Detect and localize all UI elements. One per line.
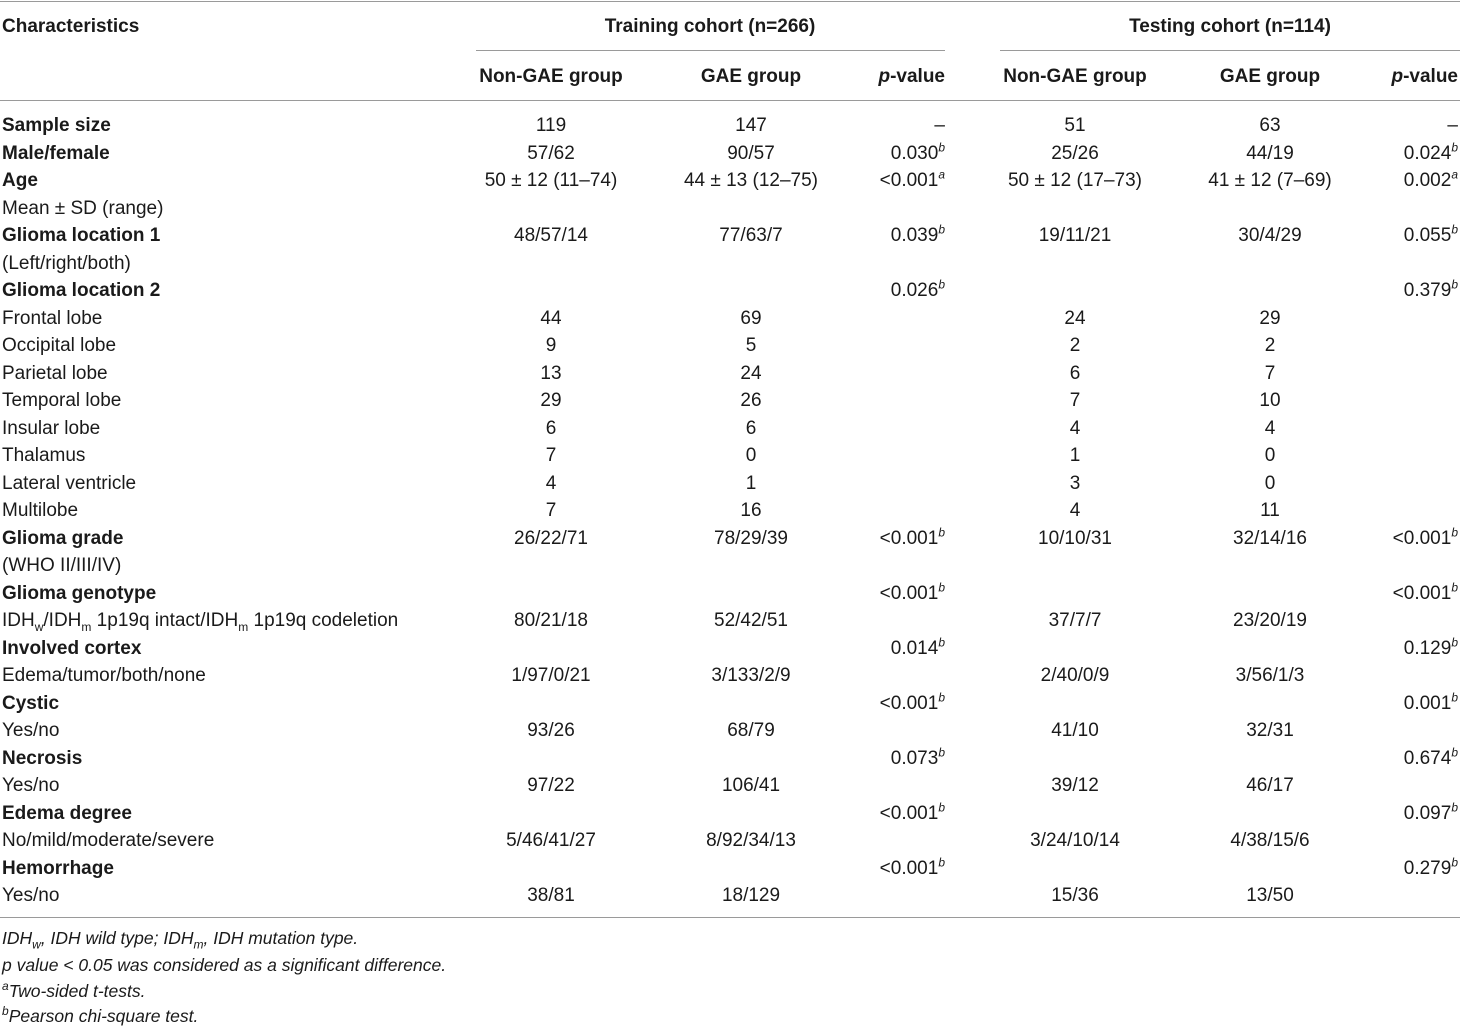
testing-nongae-cell [1070,418,1081,440]
testing-gae-cell [1259,115,1280,137]
testing-pvalue-cell [1403,277,1458,302]
cell-value: 38/81 [527,885,575,906]
testing-nongae-cell [1039,225,1112,247]
testing-gae-cell [1238,225,1301,247]
cell-value: 119 [535,115,567,136]
training-gae-cell [684,170,818,192]
testing-nongae-cell [1070,335,1081,357]
testing-pvalue-cell [1447,115,1458,137]
cell-value: 106/41 [721,775,781,796]
footnote-marker: b [1451,140,1458,155]
top-rule [0,1,1460,2]
training-nongae-cell [546,335,557,357]
testing-pvalue-cell [1403,800,1458,825]
cell-value: 13/50 [1246,885,1294,906]
cell-value: 1/97/0/21 [511,665,591,686]
training-gae-cell [719,225,782,247]
cell-value: 4 [1069,500,1081,521]
testing-gae-cell [1260,500,1280,522]
training-nongae-cell [485,170,618,192]
testing-pvalue-cell [1392,580,1458,605]
cell-value: 46/17 [1246,775,1294,796]
testing-nongae-cell [1070,445,1081,467]
testing-gae-cell [1208,170,1331,192]
cell-value: 44/19 [1246,142,1294,164]
row-label: Temporal lobe [2,390,122,411]
footnote-marker: b [1451,277,1458,292]
training-gae-cell [746,335,757,357]
testing-gae-cell [1233,610,1307,632]
testing-pvalue-cell [1403,222,1458,247]
row-label: Involved cortex [2,637,142,659]
cell-value: 0.024 [1403,142,1452,164]
cell-value: <0.001 [879,527,939,549]
testing-gae-cell [1246,720,1294,742]
training-pvalue-cell [890,635,945,660]
testing-gae-cell [1265,445,1276,467]
cell-value: 18/129 [721,885,781,906]
footnote-pvalue: p value < 0.05 was considered as a significant difference. [2,955,447,975]
testing-nongae-cell [1038,528,1112,550]
cell-value: 78/29/39 [714,527,788,549]
cell-value: – [1447,115,1458,136]
row-label: Cystic [2,692,60,714]
footnote-marker: b [1451,690,1458,705]
row-label: (Left/right/both) [2,252,131,274]
testing-gae-cell [1265,335,1276,357]
footnote-a: $^a$Two-sided t-tests. [2,979,146,1001]
testing-gae-cell [1265,363,1276,385]
cell-value: <0.001 [879,802,939,824]
cell-value: 26 [740,390,762,411]
footnote-marker: a [1451,167,1458,182]
row-label: Hemorrhage [2,857,114,879]
footnote-b: $^b$Pearson chi-square test. [2,1004,199,1026]
footnote-marker: b [1451,745,1458,760]
cell-value: 7 [545,500,557,521]
training-pvalue-cell [879,580,945,605]
training-pvalue-header: p-value [878,66,945,87]
row-label: Male/female [2,142,110,164]
cell-value: 41/10 [1051,720,1099,741]
testing-pvalue-header: p-value [1391,66,1458,87]
cell-value: 0 [745,445,757,466]
training-nongae-header: Non-GAE group [479,66,623,87]
row-label: (WHO II/III/IV) [2,555,122,576]
cell-value: 0.674 [1403,747,1452,769]
cell-value: 80/21/18 [514,610,588,631]
testing-nongae-cell [1070,363,1081,385]
cell-value: 0.014 [890,637,939,659]
training-nongae-cell [511,665,590,687]
footnote-marker: b [938,745,945,760]
testing-gae-header: GAE group [1219,66,1321,87]
row-label: $IDH_w/IDH_m$ 1p19q intact/$IDH_m$ 1p19q codeletion [2,610,399,634]
testing-pvalue-cell [1403,855,1458,880]
cell-value: – [934,115,945,136]
cell-value: 41 ± 12 (7–69) [1208,170,1332,191]
cell-value: 4 [545,472,557,494]
training-gae-header: GAE group [700,66,802,87]
cell-value: 2 [1069,335,1081,356]
training-cohort-header: Training cohort (n=266) [604,16,816,37]
cell-value: 3 [1069,472,1081,494]
row-label: Thalamus [2,445,86,466]
row-label: Glioma location 2 [2,280,161,301]
cell-value: 6 [545,417,557,439]
row-label: Necrosis [2,747,83,769]
cell-value: <0.001 [879,857,939,879]
footnote-idh: $IDH_w$, IDH wild type; $IDH_m$, IDH mutation type. [2,928,359,952]
cell-value: 10 [1259,390,1281,411]
training-gae-cell [714,528,788,550]
row-label: Glioma genotype [2,582,157,604]
cell-value: 6 [1069,362,1081,384]
cell-value: 39/12 [1051,775,1099,796]
training-gae-cell [740,363,761,385]
row-label: Occipital lobe [2,335,117,356]
cell-value: 0.097 [1403,802,1452,824]
cell-value: 0.055 [1403,225,1452,246]
cell-value: <0.001 [1392,527,1452,549]
training-gae-cell [746,473,757,495]
row-label: Yes/no [2,720,60,741]
training-gae-cell [711,665,790,687]
training-nongae-cell [527,775,575,797]
row-label: Glioma location 1 [2,225,161,246]
cell-value: 25/26 [1051,142,1099,164]
training-gae-cell [740,500,761,522]
testing-gae-cell [1259,390,1280,412]
testing-nongae-cell [1051,775,1099,797]
testing-nongae-cell [1070,500,1081,522]
cell-value: 4 [1264,417,1276,439]
testing-pvalue-cell [1403,690,1458,715]
cell-value: 0 [1264,445,1276,466]
footnote-marker: b [938,800,945,815]
cell-value: 68/79 [727,720,775,741]
cell-value: 24 [1064,307,1086,329]
characteristics-header: Characteristics [2,16,140,37]
training-nongae-cell [540,390,561,412]
cell-value: <0.001 [1392,582,1452,604]
testing-pvalue-cell [1403,745,1458,770]
cell-value: 32/14/16 [1233,527,1307,549]
footnote-marker: b [938,855,945,870]
testing-cohort-header: Testing cohort (n=114) [1129,16,1331,37]
training-gae-cell [727,720,775,742]
row-label: Parietal lobe [2,362,108,384]
cell-value: 93/26 [527,720,575,741]
testing-nongae-cell [1064,308,1085,330]
cell-value: 4/38/15/6 [1230,830,1310,851]
footnote-marker: b [1451,800,1458,815]
training-nongae-cell [514,610,588,632]
row-label: Age [2,170,38,191]
cell-value: 5 [745,335,757,356]
cell-value: 7 [545,445,557,466]
row-label: Sample size [2,115,111,136]
training-pvalue-cell [890,222,945,247]
cell-value: 11 [1260,500,1280,521]
cell-value: 3/133/2/9 [711,665,791,686]
footnote-marker: b [1451,222,1458,237]
cell-value: 7 [1264,362,1276,384]
training-gae-cell [740,308,761,330]
cell-value: 0.030 [890,142,939,164]
training-pvalue-cell [890,745,945,770]
cell-value: 9 [545,335,557,356]
cell-value: 26/22/71 [514,527,588,549]
training-pvalue-cell [934,115,945,137]
cell-value: 147 [735,115,767,136]
training-gae-cell [722,775,780,797]
cell-value: 24 [740,362,762,384]
cell-value: 0.073 [890,747,939,769]
cell-value: 37/7/7 [1048,610,1102,631]
testing-nongae-cell [1030,830,1120,852]
bottom-rule [0,917,1460,918]
testing-gae-cell [1246,775,1294,797]
training-nongae-cell [506,830,596,852]
footnote-marker: b [1451,580,1458,595]
cell-value: <0.001 [879,170,939,191]
testing-gae-cell [1265,418,1276,440]
row-label: Mean ± SD (range) [2,197,164,219]
cell-value: 7 [1069,390,1081,411]
cell-value: 0.002 [1403,170,1452,191]
testing-gae-cell [1246,143,1294,165]
footnote-marker: b [1451,525,1458,540]
testing-gae-cell [1259,308,1280,330]
cell-value: <0.001 [879,582,939,604]
cell-value: 63 [1259,115,1281,136]
cell-value: 29 [1259,307,1281,329]
testing-gae-cell [1265,473,1276,495]
cell-value: 6 [745,417,757,439]
cell-value: 13 [540,362,562,384]
cell-value: 2/40/0/9 [1040,665,1110,686]
cell-value: 90/57 [727,142,775,164]
testing-gae-cell [1230,830,1309,852]
footnote-marker: a [938,167,945,182]
footnote-marker: b [938,277,945,292]
testing-span-rule [1000,50,1460,51]
testing-nongae-cell [1051,720,1099,742]
training-nongae-cell [546,418,557,440]
cell-value: 50 ± 12 (17–73) [1007,170,1143,191]
cell-value: 23/20/19 [1233,610,1307,631]
testing-pvalue-cell [1403,167,1458,192]
cell-value: 3/24/10/14 [1030,830,1120,851]
training-nongae-cell [514,225,588,247]
cell-value: 50 ± 12 (11–74) [484,170,618,191]
row-label: Yes/no [2,775,60,796]
training-gae-cell [735,115,767,137]
cell-value: 0.026 [890,280,939,301]
footnote-marker: b [1451,855,1458,870]
testing-gae-cell [1236,665,1305,687]
testing-nongae-cell [1051,143,1099,165]
training-pvalue-cell [890,140,945,165]
testing-nongae-cell [1041,665,1110,687]
cell-value: 0.129 [1403,637,1452,659]
row-label: No/mild/moderate/severe [2,830,215,851]
row-label: Edema/tumor/both/none [2,665,206,686]
testing-nongae-header: Non-GAE group [1003,66,1147,87]
cell-value: 4 [1069,417,1081,439]
footnote-marker: b [938,222,945,237]
cell-value: 52/42/51 [714,610,788,631]
cell-value: 77/63/7 [719,225,783,246]
training-nongae-cell [527,143,575,165]
training-pvalue-cell [890,277,945,302]
row-label: Multilobe [2,500,79,521]
training-pvalue-cell [879,525,945,550]
training-gae-cell [714,610,788,632]
row-label: Frontal lobe [2,307,103,329]
testing-nongae-cell [1070,473,1081,495]
training-pvalue-cell [879,800,945,825]
cell-value: 57/62 [527,142,575,164]
cell-value: 15/36 [1051,885,1099,906]
testing-nongae-cell [1064,115,1085,137]
training-gae-cell [706,830,796,852]
cell-value: 0.279 [1403,857,1452,879]
cell-value: 97/22 [527,775,575,796]
cell-value: 44 ± 13 (12–75) [683,170,819,191]
training-pvalue-cell [879,690,945,715]
training-gae-cell [722,885,780,907]
cell-value: <0.001 [879,692,939,714]
cell-value: 69 [740,307,762,329]
training-gae-cell [740,390,761,412]
training-gae-cell [727,143,775,165]
training-nongae-cell [546,445,557,467]
training-nongae-cell [514,528,588,550]
row-label: Yes/no [2,885,60,906]
cell-value: 44 [540,307,562,329]
cell-value: 10/10/31 [1038,527,1112,549]
training-nongae-cell [546,500,557,522]
cell-value: 2 [1264,335,1276,356]
footnote-marker: b [938,690,945,705]
training-span-rule [476,50,945,51]
footnote-marker: b [938,580,945,595]
testing-nongae-cell [1008,170,1142,192]
cell-value: 19/11/21 [1038,225,1112,246]
cell-value: 30/4/29 [1238,225,1302,246]
cell-value: 0 [1264,472,1276,494]
training-pvalue-cell [879,167,945,192]
footnote-marker: b [938,525,945,540]
cell-value: 0.039 [890,225,939,246]
footnote-marker: b [938,140,945,155]
cell-value: 51 [1064,115,1086,136]
cell-value: 0.379 [1403,280,1452,301]
testing-pvalue-cell [1392,525,1458,550]
cell-value: 48/57/14 [514,225,588,246]
training-nongae-cell [536,115,566,137]
training-gae-cell [746,445,757,467]
cell-value: 3/56/1/3 [1235,665,1305,686]
training-nongae-cell [527,885,575,907]
cell-value: 16 [740,500,762,521]
testing-gae-cell [1233,528,1307,550]
cell-value: 32/31 [1246,720,1294,741]
cell-value: 5/46/41/27 [506,830,596,851]
row-label: Edema degree [2,802,132,824]
training-nongae-cell [540,363,561,385]
footnote-marker: b [1451,635,1458,650]
testing-gae-cell [1246,885,1294,907]
training-nongae-cell [546,473,557,495]
cell-value: 0.001 [1403,692,1452,714]
training-pvalue-cell [879,855,945,880]
testing-nongae-cell [1049,610,1102,632]
row-label: Insular lobe [2,417,101,439]
header-rule [0,100,1460,101]
training-nongae-cell [527,720,575,742]
testing-pvalue-cell [1403,140,1458,165]
testing-nongae-cell [1070,390,1081,412]
training-gae-cell [746,418,757,440]
row-label: Lateral ventricle [2,472,137,494]
testing-nongae-cell [1051,885,1099,907]
testing-pvalue-cell [1403,635,1458,660]
training-nongae-cell [540,308,561,330]
footnote-marker: b [938,635,945,650]
row-label: Glioma grade [2,527,124,549]
cell-value: 1 [745,472,757,494]
cell-value: 29 [540,390,562,411]
cell-value: 8/92/34/13 [706,830,796,851]
cell-value: 1 [1069,445,1081,466]
